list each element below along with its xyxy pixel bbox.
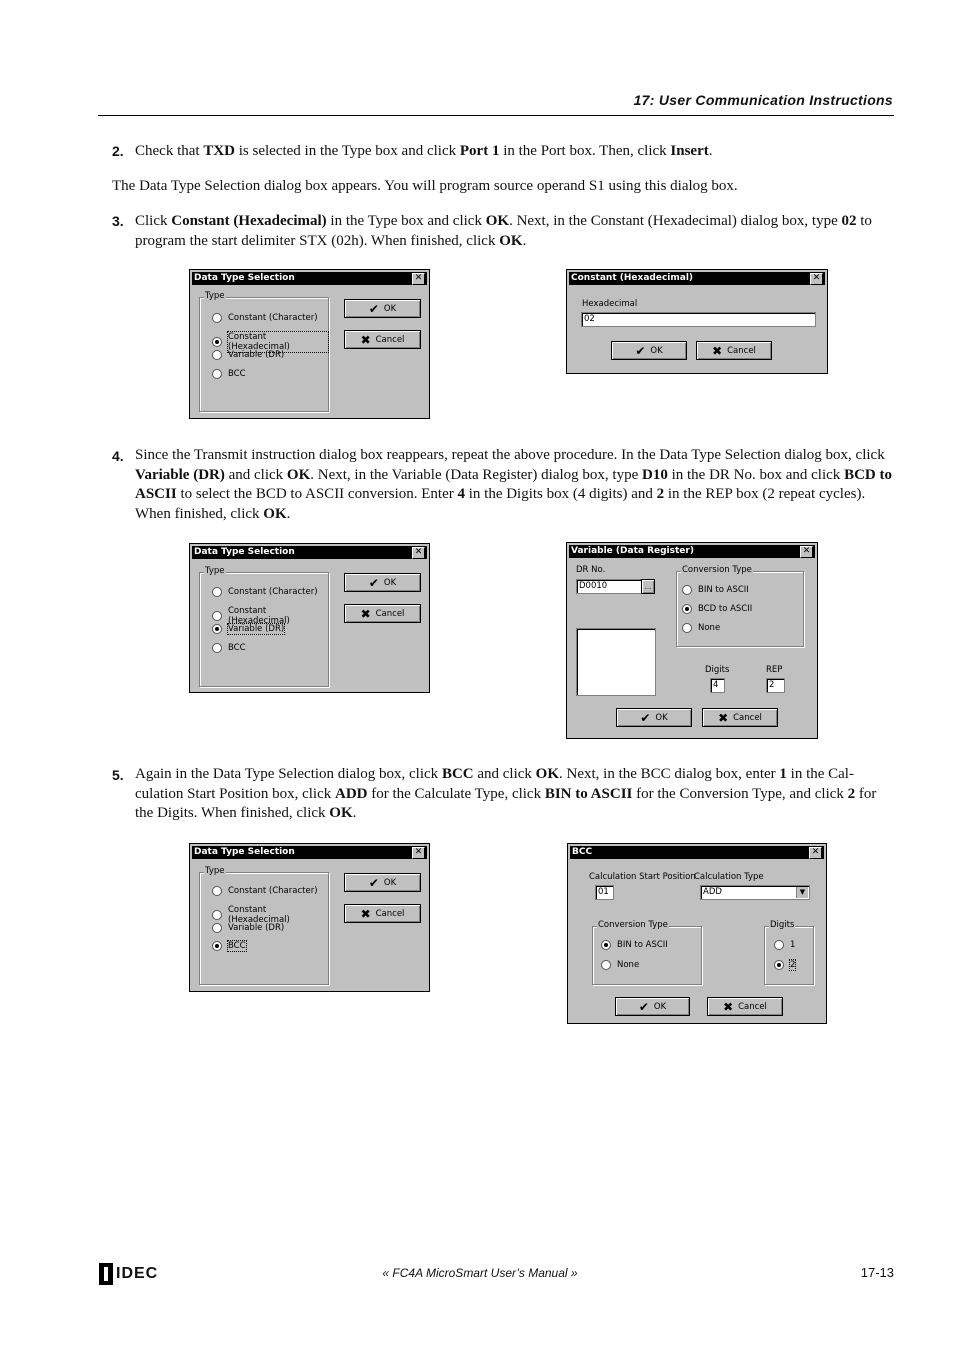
radio-dot bbox=[212, 369, 222, 379]
radio-dot bbox=[212, 313, 222, 323]
radio-bcc[interactable]: BCC bbox=[212, 941, 246, 951]
close-icon[interactable]: ✕ bbox=[810, 273, 823, 285]
radio-digit-2[interactable]: 2 bbox=[774, 960, 795, 970]
radio-variable-dr[interactable]: Variable (DR) bbox=[212, 624, 284, 634]
radio-constant-hexadecimal[interactable]: Constant (Hexadecimal) bbox=[212, 606, 328, 626]
chapter-title: 17: User Communication Instructions bbox=[633, 92, 893, 108]
data-type-selection-dialog-1 bbox=[189, 269, 430, 419]
type-group bbox=[199, 566, 329, 687]
dialog-titlebar: Data Type Selection ✕ bbox=[192, 546, 427, 559]
radio-constant-character[interactable]: Constant (Character) bbox=[212, 313, 318, 323]
radio-constant-character[interactable]: Constant (Character) bbox=[212, 587, 318, 597]
hexadecimal-input[interactable]: 02 bbox=[581, 312, 816, 327]
manual-title: « FC4A MicroSmart User’s Manual » bbox=[382, 1266, 578, 1280]
dr-no-label: DR No. bbox=[576, 565, 606, 575]
radio-bin-to-ascii[interactable]: BIN to ASCII bbox=[601, 940, 668, 950]
radio-dot-selected bbox=[212, 337, 222, 347]
step-2-note: The Data Type Selection dialog box appears. You will program source operand S1 using this dialog box. bbox=[112, 178, 738, 194]
cancel-button[interactable]: ✖ Cancel bbox=[344, 604, 421, 623]
radio-bin-to-ascii[interactable]: BIN to ASCII bbox=[682, 585, 749, 595]
x-icon: ✖ bbox=[712, 343, 723, 358]
check-icon: ✔ bbox=[368, 875, 379, 890]
digits-label: Digits bbox=[705, 665, 730, 675]
radio-dot bbox=[682, 623, 692, 633]
cancel-button[interactable]: ✖ Cancel bbox=[344, 330, 421, 349]
browse-button[interactable]: ... bbox=[641, 579, 655, 594]
radio-dot bbox=[212, 350, 222, 360]
dr-no-input[interactable]: D0010 bbox=[576, 579, 642, 594]
close-icon[interactable]: ✕ bbox=[412, 847, 425, 859]
radio-digit-1[interactable]: 1 bbox=[774, 940, 795, 950]
radio-dot-selected bbox=[774, 960, 784, 970]
radio-dot bbox=[774, 940, 784, 950]
ok-button[interactable]: ✔ OK bbox=[344, 573, 421, 592]
radio-dot bbox=[212, 923, 222, 933]
dialog-titlebar: Data Type Selection ✕ bbox=[192, 272, 427, 285]
radio-dot bbox=[601, 960, 611, 970]
x-icon: ✖ bbox=[360, 332, 371, 347]
x-icon: ✖ bbox=[723, 999, 734, 1014]
type-group-label: Type bbox=[205, 866, 225, 876]
radio-dot bbox=[212, 611, 222, 621]
cancel-button[interactable]: ✖ Cancel bbox=[696, 341, 772, 360]
digits-group bbox=[764, 920, 814, 985]
step-4-text: Since the Transmit instruction dialog box reappears, repeat the above procedure. In the Data Type Selection dialog box, click Variable (DR) and click OK. Next, in the Variable (Data Register) dialog box, type D10 in the DR No. box and click BCD to ASCII to select the BCD to ASCII conversion. Enter 4 in the Digits box (4 digits) and 2 in the REP box (2 repeat cycles). When finished, click OK. bbox=[135, 447, 892, 522]
ok-button[interactable]: ✔ OK bbox=[611, 341, 687, 360]
step-5-number: 5. bbox=[112, 767, 124, 783]
cancel-button[interactable]: ✖ Cancel bbox=[707, 997, 783, 1016]
radio-dot bbox=[682, 585, 692, 595]
check-icon: ✔ bbox=[368, 575, 379, 590]
digits-group-label: Digits bbox=[770, 920, 795, 930]
data-type-selection-dialog-3 bbox=[189, 843, 430, 992]
ok-button[interactable]: ✔ OK bbox=[344, 299, 421, 318]
check-icon: ✔ bbox=[640, 710, 651, 725]
radio-variable-dr[interactable]: Variable (DR) bbox=[212, 923, 284, 933]
constant-hexadecimal-dialog bbox=[566, 269, 828, 374]
dr-list-box[interactable] bbox=[576, 628, 656, 696]
x-icon: ✖ bbox=[718, 710, 729, 725]
variable-data-register-dialog bbox=[566, 542, 818, 739]
close-icon[interactable]: ✕ bbox=[412, 547, 425, 559]
idec-logo: IDEC bbox=[99, 1263, 158, 1285]
cancel-button[interactable]: ✖ Cancel bbox=[344, 904, 421, 923]
close-icon[interactable]: ✕ bbox=[800, 546, 813, 558]
ok-button[interactable]: ✔ OK bbox=[615, 997, 690, 1016]
radio-bcc[interactable]: BCC bbox=[212, 643, 246, 653]
ok-button[interactable]: ✔ OK bbox=[344, 873, 421, 892]
digits-input[interactable]: 4 bbox=[710, 678, 725, 693]
dialog-titlebar: BCC ✕ bbox=[570, 846, 824, 859]
step-3-text: Click Constant (Hexadecimal) in the Type box and click OK. Next, in the Constant (Hexadecimal) dialog box, type 02 to program the start delimiter STX (02h). When finished, click OK. bbox=[135, 213, 872, 249]
radio-dot bbox=[212, 910, 222, 920]
step-5-text: Again in the Data Type Selection dialog box, click BCC and click OK. Next, in the BCC dialog box, enter 1 in the Cal-culation Start Position box, click ADD for the Calculate Type, click BIN to ASCII for the Conversion Type, and click 2 for the Digits. When finished, click OK. bbox=[135, 766, 877, 821]
calculation-type-select[interactable]: ADD ▼ bbox=[700, 885, 810, 900]
ok-button[interactable]: ✔ OK bbox=[616, 708, 692, 727]
close-icon[interactable]: ✕ bbox=[412, 273, 425, 285]
check-icon: ✔ bbox=[368, 301, 379, 316]
page-number: 17-13 bbox=[860, 1265, 894, 1280]
type-group-label: Type bbox=[205, 566, 225, 576]
type-group-label: Type bbox=[205, 291, 225, 301]
dialog-titlebar: Constant (Hexadecimal) ✕ bbox=[569, 272, 825, 285]
calculation-type-label: Calculation Type bbox=[694, 872, 764, 882]
radio-variable-dr[interactable]: Variable (DR) bbox=[212, 350, 284, 360]
header-rule bbox=[98, 115, 894, 116]
calc-start-position-label: Calculation Start Position bbox=[589, 872, 696, 882]
check-icon: ✔ bbox=[638, 999, 649, 1014]
check-icon: ✔ bbox=[635, 343, 646, 358]
type-group bbox=[199, 291, 329, 412]
step-4-number: 4. bbox=[112, 448, 124, 464]
dialog-titlebar: Data Type Selection ✕ bbox=[192, 846, 427, 859]
dialog-titlebar: Variable (Data Register) ✕ bbox=[569, 545, 815, 558]
radio-dot-selected bbox=[682, 604, 692, 614]
step-2-text: Check that TXD is selected in the Type box and click Port 1 in the Port box. Then, click Insert. bbox=[135, 143, 713, 159]
step-3-number: 3. bbox=[112, 213, 124, 229]
conversion-type-label: Conversion Type bbox=[598, 920, 668, 930]
radio-none[interactable]: None bbox=[601, 960, 639, 970]
radio-dot-selected bbox=[601, 940, 611, 950]
type-group bbox=[199, 866, 329, 985]
radio-none[interactable]: None bbox=[682, 623, 720, 633]
bcc-dialog bbox=[567, 843, 827, 1024]
radio-constant-hexadecimal[interactable]: Constant (Hexadecimal) bbox=[212, 332, 328, 352]
cancel-button[interactable]: ✖ Cancel bbox=[702, 708, 778, 727]
x-icon: ✖ bbox=[360, 906, 371, 921]
rep-input[interactable]: 2 bbox=[766, 678, 785, 693]
radio-bcc[interactable]: BCC bbox=[212, 369, 246, 379]
conversion-type-group bbox=[592, 920, 702, 985]
radio-dot bbox=[212, 886, 222, 896]
radio-constant-character[interactable]: Constant (Character) bbox=[212, 886, 318, 896]
conversion-type-label: Conversion Type bbox=[682, 565, 752, 575]
triangle-down-icon[interactable]: ▼ bbox=[796, 887, 808, 898]
x-icon: ✖ bbox=[360, 606, 371, 621]
data-type-selection-dialog-2 bbox=[189, 543, 430, 693]
radio-dot-selected bbox=[212, 941, 222, 951]
rep-label: REP bbox=[766, 665, 783, 675]
hexadecimal-label: Hexadecimal bbox=[582, 299, 638, 309]
close-icon[interactable]: ✕ bbox=[809, 847, 822, 859]
step-2-number: 2. bbox=[112, 143, 124, 159]
idec-logo-mark bbox=[99, 1263, 113, 1285]
radio-bcd-to-ascii[interactable]: BCD to ASCII bbox=[682, 604, 752, 614]
radio-dot bbox=[212, 587, 222, 597]
radio-dot-selected bbox=[212, 624, 222, 634]
calc-start-position-input[interactable]: 01 bbox=[595, 885, 614, 900]
conversion-type-group bbox=[676, 565, 804, 647]
radio-constant-hexadecimal[interactable]: Constant (Hexadecimal) bbox=[212, 905, 328, 925]
radio-dot bbox=[212, 643, 222, 653]
